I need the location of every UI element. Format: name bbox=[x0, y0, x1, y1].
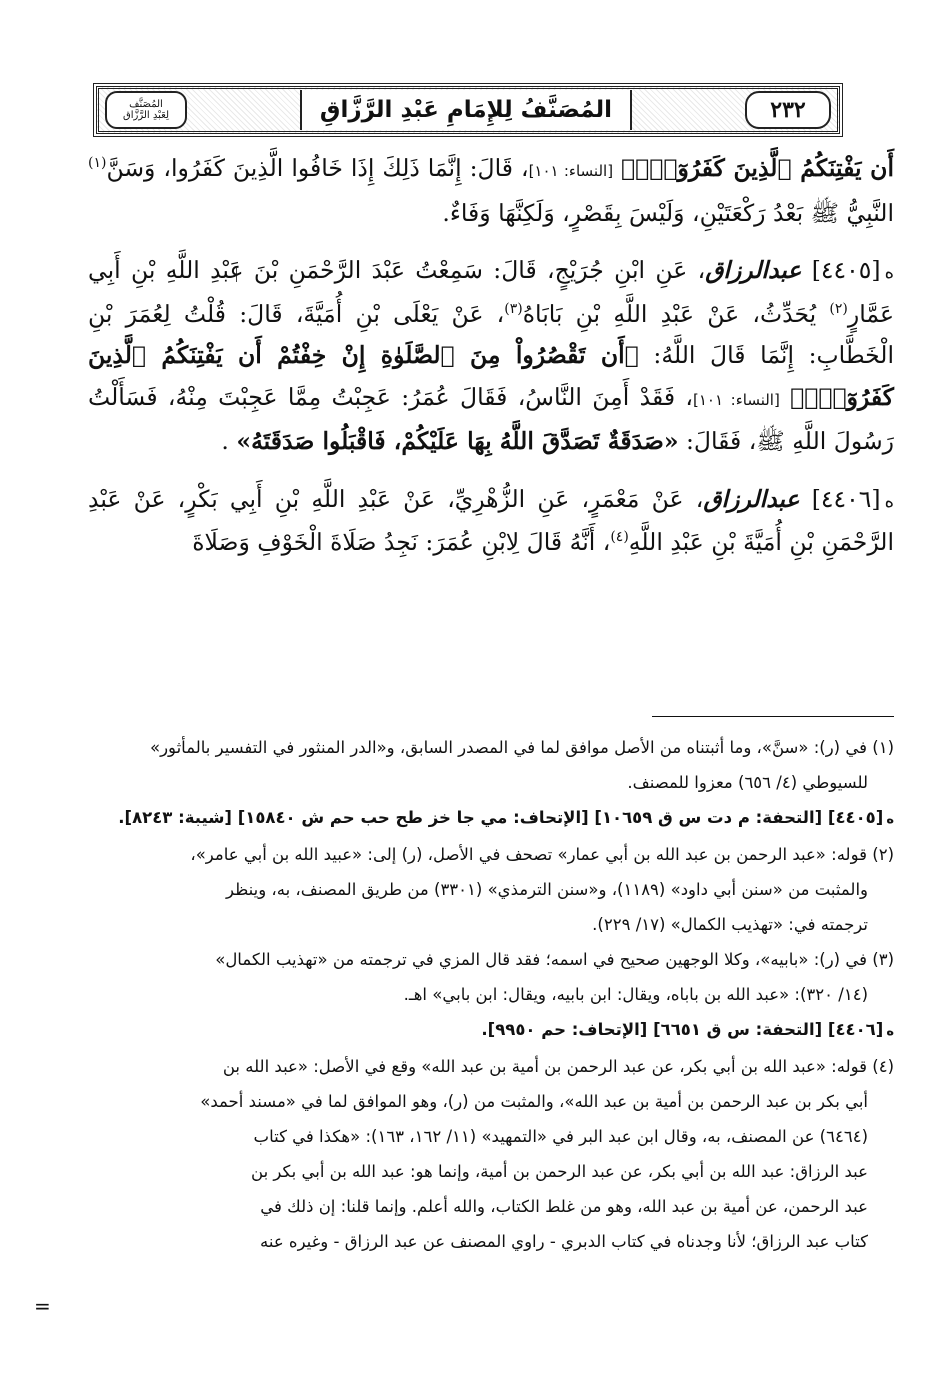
footnote-line: (١) في (ر): «سنَّ»، وما أثبتناه من الأصل موافق لما في المصدر السابق، و«الدر المنثور في التفسير بالمأثور» bbox=[149, 738, 894, 757]
footnote-line: كتاب عبد الرزاق؛ لأنا وجدناه في كتاب الدبري - راوي المصنف عن عبد الرزاق - وغيره عنه bbox=[260, 1232, 868, 1251]
footnote-ref-3: (٣) bbox=[504, 300, 523, 317]
footnote-line: عبد الرحمن، عن أمية بن عبد الله، وهو من غلط الكتاب، والله أعلم. وإنما قلنا: إن ذلك في bbox=[260, 1197, 868, 1216]
footnote-4 bbox=[82, 1049, 894, 1084]
hadith-number: [٤٤٠٥] bbox=[811, 256, 881, 284]
takhrij-4405 bbox=[82, 800, 894, 837]
footnote-line: (٢) قوله: «عبد الرحمن بن عبد الله بن أبي عمار» تصحف في الأصل، (ر) إلى: «عبيد الله بن أبي عامر»، bbox=[190, 845, 894, 864]
takhrij-4406 bbox=[82, 1012, 894, 1049]
footnote-1 bbox=[82, 730, 894, 765]
quran-verse: أَن يَفْتِنَكُمُ ٱلَّذِينَ كَفَرُوٓاْۚ﴾ bbox=[621, 154, 894, 182]
footnote-4-cont bbox=[82, 1119, 894, 1154]
text-run: ، عَنْ مَعْمَرٍ، عَنِ الزُّهْرِيِّ، عَنْ عَبْدِ اللَّهِ بْنِ أَبِي بَكْرٍ، عَنْ عَبْدِ الرَّحْمَنِ بْنِ أُمَيَّةَ بْنِ عَبْدِ اللَّهِ bbox=[88, 484, 894, 556]
hadith-number: [٤٤٠٦] bbox=[811, 484, 881, 513]
text-run: ، قَالَ: إِنَّمَا ذَلِكَ إِذَا خَافُوا الَّذِينَ كَفَرُوا، bbox=[163, 154, 529, 182]
hadith-marker-icon: ه bbox=[886, 812, 894, 827]
footnote-ref-2: (٢) bbox=[829, 300, 848, 317]
footnote-line: والمثبت من «سنن أبي داود» (١١٨٩)، و«سنن الترمذي» (٣٣٠١) من طريق المصنف، به، وينظر bbox=[226, 880, 868, 899]
book-emblem bbox=[105, 91, 187, 129]
emblem-line-2: لِعَبْدِ الرَّزَّاق bbox=[122, 110, 170, 121]
footnote-4-cont bbox=[82, 1189, 894, 1224]
footnote-2 bbox=[82, 837, 894, 872]
footnote-4-cont bbox=[82, 1154, 894, 1189]
text-run: ، عَنْ يَعْلَى بْنِ أُمَيَّةَ، قَالَ: قُلْتُ لِعُمَرَ بْنِ الْخَطَّابِ: إِنَّمَا قَالَ اللَّهُ: bbox=[88, 299, 894, 369]
text-run: ، أَنَّهُ قَالَ لِابْنِ عُمَرَ: نَجِدُ صَلَاةَ الْخَوْفِ وَصَلَاةَ bbox=[192, 528, 611, 556]
footnote-4-cont bbox=[82, 1084, 894, 1119]
footnote-ref-1: (١) bbox=[88, 155, 107, 172]
hadith-marker-icon: ه bbox=[886, 1024, 894, 1039]
footnote-line: عبد الرزاق: عبد الله بن أبي بكر، عن عبد الرحمن بن أمية، وإنما هو: عبد الله بن أبي بكر بن bbox=[251, 1162, 868, 1181]
footnote-line: (٦٤٦٤) عن المصنف، به، وقال ابن عبد البر في «التمهيد» (١١/ ١٦٢، ١٦٣): «هكذا في كتاب bbox=[253, 1127, 868, 1146]
hadith-marker-icon: ه bbox=[884, 490, 894, 512]
hadith-text: «صَدَقَةٌ تَصَدَّقَ اللَّهُ بِهَا عَلَيْكُمْ، فَاقْبَلُوا صَدَقَتَهُ» bbox=[236, 427, 679, 455]
paragraph-continuation bbox=[88, 148, 894, 234]
footnote-4-cont bbox=[82, 1224, 894, 1259]
book-title: المُصَنَّفُ لِلإِمَامِ عَبْدِ الرَّزَّاقِ bbox=[319, 97, 613, 123]
page-header bbox=[96, 86, 840, 134]
emblem-line-1: المُصَنَّف bbox=[129, 99, 163, 110]
quran-verse: ﴿أَن تَقْصُرُواْ مِنَ ٱلصَّلَوٰةِ إِنْ خِفْتُمْ أَن يَفْتِنَكُمُ ٱلَّذِينَ كَفَرُوٓاْۚ﴾ bbox=[88, 341, 894, 411]
verse-reference: [النساء: ١٠١] bbox=[528, 162, 614, 180]
text-run: ، فَقَدْ أَمِنَ النَّاسُ، فَقَالَ عُمَرُ: عَجِبْتُ مِمَّا عَجِبْتَ مِنْهُ، فَسَأَلْتُ رَسُولَ اللَّهِ ﷺ، فَقَالَ: bbox=[88, 382, 894, 455]
page-number: ٢٣٢ bbox=[745, 91, 831, 129]
hadith-4405 bbox=[88, 250, 894, 463]
continuation-mark: = bbox=[34, 1294, 51, 1318]
title-frame bbox=[300, 90, 632, 130]
footnote-line: للسيوطي (٤/ ٦٥٦) معزوا للمصنف. bbox=[627, 773, 868, 792]
footnote-line: (٣) في (ر): «بابيه»، وكلا الوجهين صحيح في اسمه؛ فقد قال المزي في ترجمته من «تهذيب الكمال» bbox=[215, 950, 894, 969]
footnote-3 bbox=[82, 942, 894, 977]
footnote-line: (١٤/ ٣٢٠): «عبد الله بن باباه، ويقال: ابن بابيه، ويقال: ابن بابي» اهـ. bbox=[403, 985, 868, 1004]
footnote-line: (٤) قوله: «عبد الله بن أبي بكر، عن عبد الرحمن بن أمية بن عبد الله» وقع في الأصل: «عبد الله بن bbox=[222, 1057, 894, 1076]
text-run: وَسَنَّ bbox=[106, 154, 156, 182]
main-text bbox=[88, 148, 894, 564]
footnote-separator bbox=[652, 716, 894, 717]
hadith-marker-icon: ه bbox=[884, 262, 894, 283]
footnotes bbox=[82, 730, 894, 1259]
footnote-2-cont bbox=[82, 872, 894, 907]
takhrij-text: [٤٤٠٥] [التحفة: م دت س ق ١٠٦٥٩] [الإتحاف: مي جا خز طح حب حم ش ١٥٨٤٠] [شيبة: ٨٢٤٣]. bbox=[118, 808, 884, 827]
footnote-line: أبي بكر بن عبد الرحمن بن أمية بن عبد الله»، والمثبت من (ر)، وهو الموافق لما في «مسند أحمد» bbox=[200, 1092, 868, 1111]
verse-reference: [النساء: ١٠١] bbox=[692, 390, 780, 409]
hadith-4406 bbox=[88, 479, 894, 564]
footnote-line: ترجمته في: «تهذيب الكمال» (١٧/ ٢٢٩). bbox=[592, 915, 868, 934]
narrator-name: عبدالرزاق bbox=[703, 484, 800, 513]
text-run: . bbox=[221, 427, 229, 455]
footnote-ref-4: (٤) bbox=[610, 529, 629, 546]
narrator-name: عبدالرزاق bbox=[705, 256, 802, 284]
footnote-2-cont bbox=[82, 907, 894, 942]
footnote-1-cont bbox=[82, 765, 894, 800]
text-run: النَّبِيُّ ﷺ بَعْدُ رَكْعَتَيْنِ، وَلَيْسَ بِقَصْرٍ، وَلَكِنَّهَا وَفَاءٌ. bbox=[442, 198, 894, 227]
takhrij-text: [٤٤٠٦] [التحفة: س ق ٦٦٥١] [الإتحاف: حم ٩٩٥٠]. bbox=[481, 1020, 884, 1039]
text-run: يُحَدِّثُ، عَنْ عَبْدِ اللَّهِ بْنِ بَابَاهُ bbox=[522, 299, 817, 328]
text-run: ، عَنِ ابْنِ جُرَيْجٍ، قَالَ: سَمِعْتُ عَبْدَ الرَّحْمَنِ بْنَ عَبْدِ اللَّهِ بْنِ أَبِي عَمَّارٍ bbox=[88, 256, 894, 328]
footnote-3-cont bbox=[82, 977, 894, 1012]
